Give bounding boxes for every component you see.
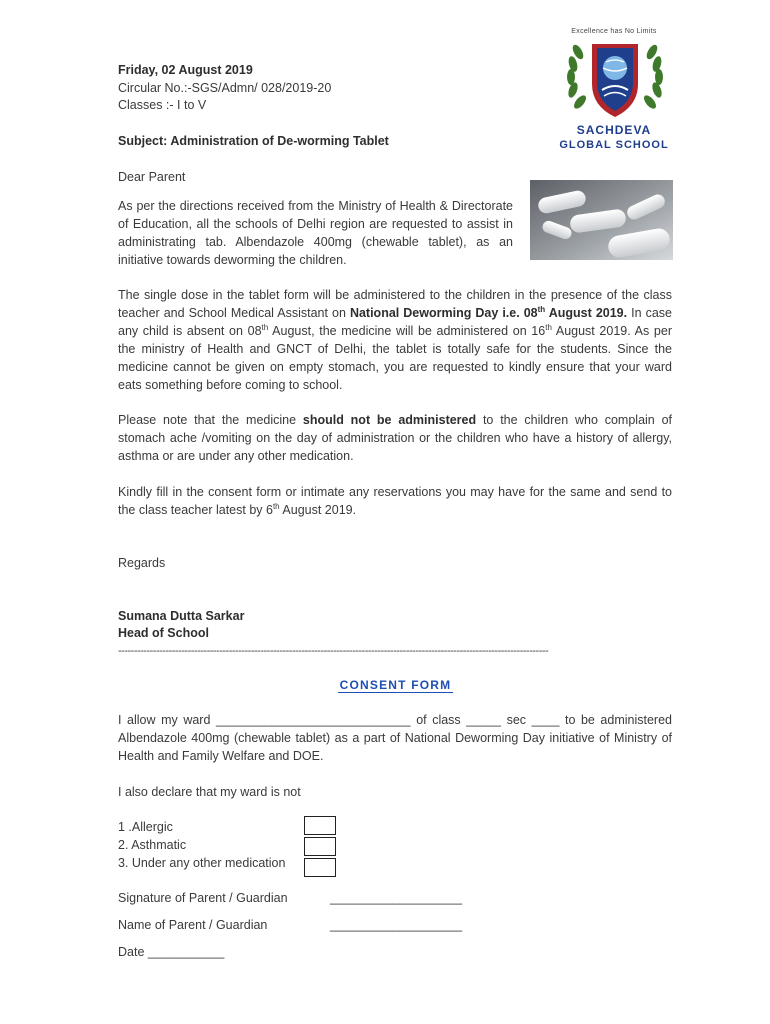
signature-label: Signature of Parent / Guardian (118, 891, 288, 905)
condition-item-other-medication: 3. Under any other medication (118, 856, 286, 870)
consent-form-title: CONSENT FORM (339, 678, 452, 692)
parent-name-field[interactable]: ___________________ (330, 918, 463, 932)
circular-number: Circular No.:-SGS/Admn/ 028/2019-20 (118, 81, 332, 95)
laurel-left-icon (567, 43, 589, 111)
salutation: Dear Parent (118, 170, 186, 184)
letter-date: Friday, 02 August 2019 (118, 63, 253, 77)
cut-line-separator: ---------------------------------------------------------------------------------------------------------------------------------------- (118, 645, 549, 657)
consent-paragraph: I allow my ward ____________________________ of class _____ sec ____ to be administered Albendazole 400mg (chewable tablet) as a part of National Deworming Day initiative of Ministry of Health and Family Welfare and DOE. (118, 713, 672, 763)
laurel-right-icon (642, 43, 664, 111)
paragraph-2: The single dose in the tablet form will be administered to the children in the presence of the class teacher and School Medical Assistant on National Deworming Day i.e. 08th August 2019. In case any child is absent on 08th August, the medicine will be administered on 16th August 2019. As per the ministry of Health and GNCT of Delhi, the tablet is totally safe for the students. Since the medicine cannot be given on empty stomach, you are requested to kindly ensure that your ward eats something before coming to school. (118, 288, 672, 392)
parent-name-label: Name of Parent / Guardian (118, 918, 268, 932)
paragraph-3: Please note that the medicine should not be administered to the children who complain of stomach ache /vomiting on the day of administration or the children who have a history of allergy, asthma or are under any other medication. (118, 413, 672, 463)
logo-tagline: Excellence has No Limits (571, 28, 657, 35)
signatory-title: Head of School (118, 626, 209, 640)
logo-school-name-line2: GLOBAL SCHOOL (559, 139, 669, 151)
tablets-photo (530, 180, 673, 260)
subject-line: Subject: Administration of De-worming Tablet (118, 134, 389, 148)
checkbox-asthmatic[interactable] (304, 837, 336, 856)
paragraph-4: Kindly fill in the consent form or intimate any reservations you may have for the same and send to the class teacher latest by 6th August 2019. (118, 485, 672, 517)
classes-line: Classes :- I to V (118, 98, 207, 112)
condition-item-allergic: 1 .Allergic (118, 820, 173, 834)
regards: Regards (118, 556, 166, 570)
checkbox-allergic[interactable] (304, 816, 336, 835)
signatory-name: Sumana Dutta Sarkar (118, 609, 245, 623)
condition-item-asthmatic: 2. Asthmatic (118, 838, 187, 852)
date-field[interactable]: Date ___________ (118, 945, 225, 959)
checkbox-other-medication[interactable] (304, 858, 336, 877)
paragraph-1: As per the directions received from the Ministry of Health & Directorate of Education, all the schools of Delhi region are requested to assist in administrating tab. Albendazole 400mg (chewable tablet), as an initiative towards deworming the children. (118, 199, 513, 267)
logo-school-name-line1: SACHDEVA (576, 123, 652, 137)
declaration-line: I also declare that my ward is not (118, 785, 301, 799)
signature-field[interactable]: ___________________ (330, 891, 463, 905)
shield-icon (592, 44, 638, 117)
